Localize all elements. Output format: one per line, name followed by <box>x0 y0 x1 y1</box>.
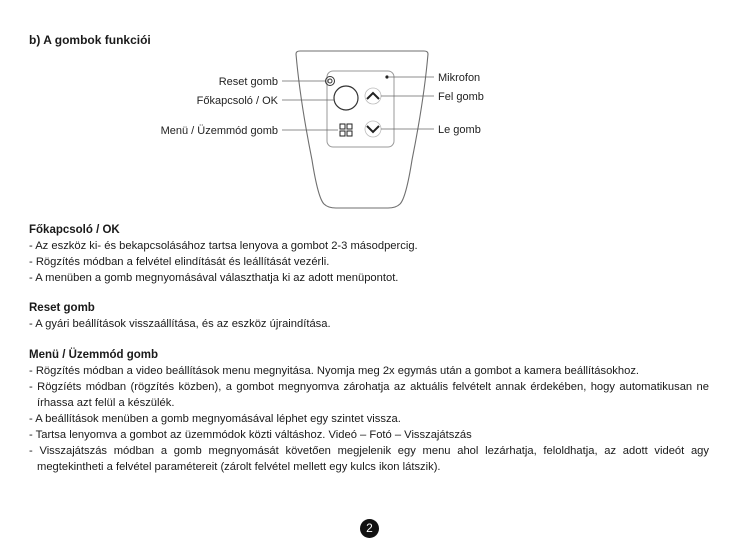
label-reset: Reset gomb <box>218 76 278 88</box>
list-item: - Rögzíéts módban (rögzítés közben), a gombot megnyomva zárohatja az aktuális felvételt annak érdekében, hogy automatikusan ne írhassa azt felül a készülék. <box>29 381 709 409</box>
section-menu <box>29 347 709 475</box>
down-arrow-icon <box>365 121 381 137</box>
microphone-dot <box>385 75 388 78</box>
camera-button-diagram <box>0 0 737 230</box>
section-title: Menü / Üzemmód gomb <box>29 349 159 361</box>
section-power <box>29 222 709 286</box>
label-down: Le gomb <box>438 124 481 136</box>
power-ok-button <box>334 86 358 110</box>
list-item: - A menüben a gomb megnyomásával választhatja ki az adott menüpontot. <box>29 272 399 284</box>
section-heading: b) A gombok funkciói <box>29 33 151 47</box>
list-item: - Visszajátszás módban a gomb megnyomását követően megjelenik egy menu ahol lezárhatja, feloldhatja, az adott videót agy megtekintheti a felvétel paramétereit (zárolt felvétel mellett egy kulcs ikon látszik). <box>29 445 709 473</box>
section-title: Reset gomb <box>29 302 95 314</box>
page-number: 2 <box>360 519 379 538</box>
button-panel <box>327 71 394 147</box>
list-item: - Az eszköz ki- és bekapcsolásához tartsa lenyova a gombot 2-3 másodpercig. <box>29 240 418 252</box>
label-power: Főkapcsoló / OK <box>196 95 278 107</box>
list-item: - A gyári beállítások visszaállítása, és az eszköz újraindítása. <box>29 318 331 330</box>
label-mic: Mikrofon <box>438 72 481 84</box>
list-item: - Tartsa lenyomva a gombot az üzemmódok közti váltáshoz. Videó – Fotó – Visszajátszás <box>29 429 472 441</box>
list-item: - Rögzítés módban a video beállítások menu megnyitása. Nyomja meg 2x egymás után a gombot a kamera beállításokhoz. <box>29 365 640 377</box>
up-arrow-icon <box>365 88 381 104</box>
label-up: Fel gomb <box>438 91 484 103</box>
label-menu: Menü / Üzemmód gomb <box>160 125 278 137</box>
section-title: Főkapcsoló / OK <box>29 224 120 236</box>
section-reset <box>29 300 709 332</box>
list-item: - A beállítások menüben a gomb megnyomásával léphet egy szintet vissza. <box>29 413 401 425</box>
list-item: - Rögzítés módban a felvétel elindítását és leállítását vezérli. <box>29 256 330 268</box>
